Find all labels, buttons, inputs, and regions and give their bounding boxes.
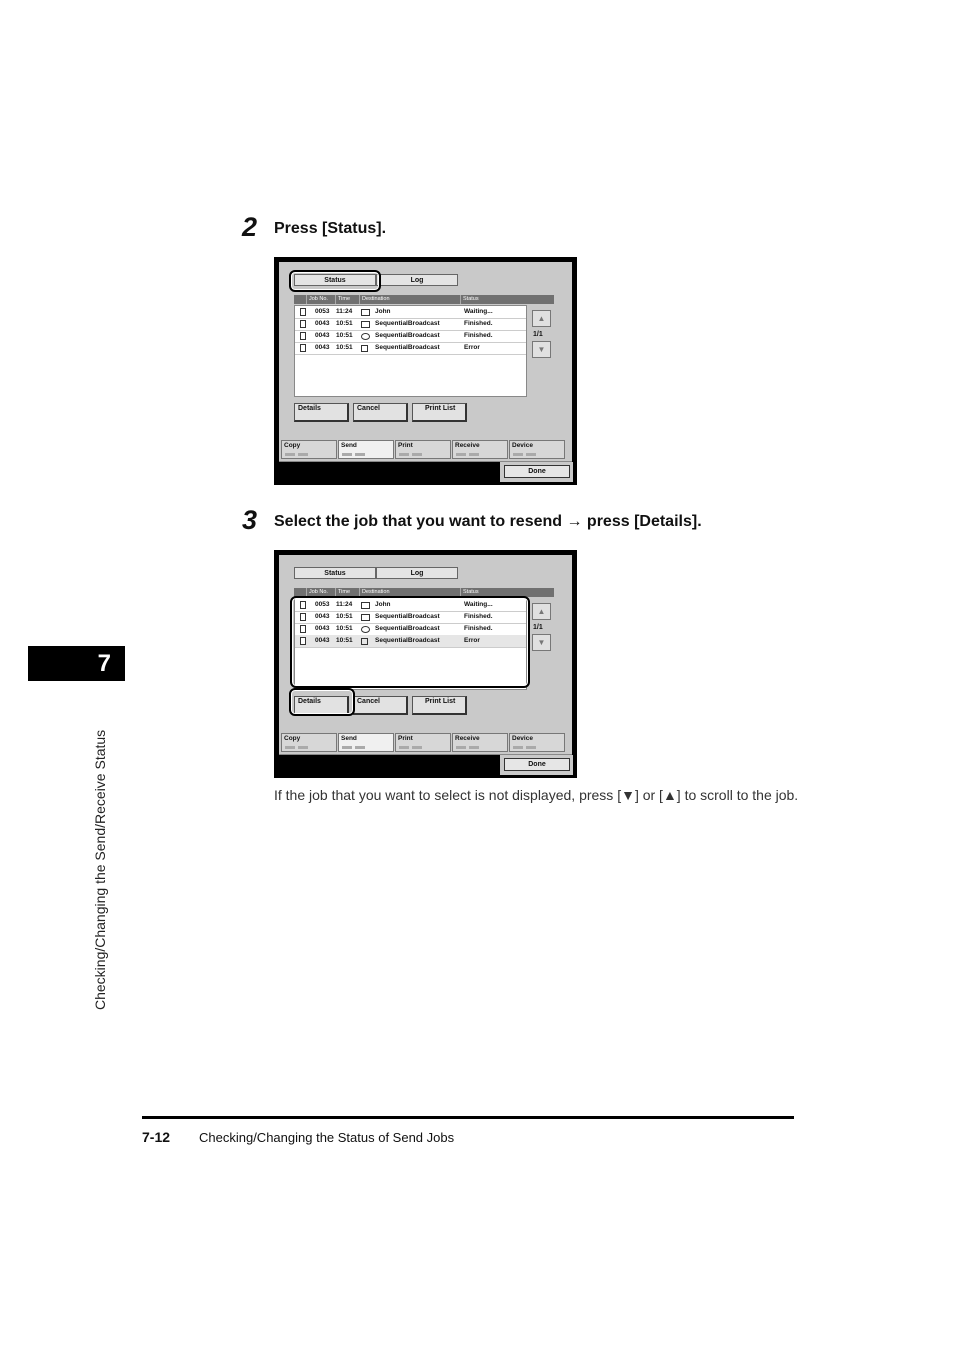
tab-log[interactable]: Log [376,274,458,286]
job-status: Error [464,637,480,644]
mode-label: Receive [455,442,480,449]
mode-label: Print [398,735,413,742]
mode-bar [281,733,570,752]
globe-icon [361,333,370,340]
job-destination: SequentialBroadcast [375,320,440,327]
job-destination: John [375,601,391,608]
col-destination: Destination [359,588,390,597]
mode-print[interactable] [395,440,451,459]
done-button[interactable]: Done [504,758,570,771]
mode-print[interactable] [395,733,451,752]
scroll-down-button[interactable]: ▼ [532,634,551,651]
col-status: Status [460,295,479,304]
job-time: 10:51 [336,320,353,327]
page-count: 1/1 [533,331,543,338]
mode-label: Send [341,735,357,742]
job-time: 10:51 [336,625,353,632]
tab-status[interactable]: Status [294,274,376,286]
job-no: 0053 [315,308,330,315]
page-count: 1/1 [533,624,543,631]
mode-receive[interactable] [452,440,508,459]
done-bar [500,462,573,482]
section-title: Checking/Changing the Status of Send Jobs [199,1130,455,1145]
scroll-note: If the job that you want to select is not displayed, press [▼] or [▲] to scroll to the job. [274,787,799,803]
mode-send[interactable] [338,733,394,752]
scroll-panel [527,598,554,690]
step-text: Press [Status]. [274,220,387,237]
scroll-up-button[interactable]: ▲ [532,310,551,327]
scroll-down-button[interactable]: ▼ [532,341,551,358]
scroll-panel [527,305,554,397]
col-time: Time [335,588,350,597]
done-bar [500,755,573,775]
mode-label: Copy [284,442,301,449]
job-destination: SequentialBroadcast [375,344,440,351]
page-number: 7-12 [142,1129,171,1145]
print-list-button[interactable]: Print List [412,403,467,422]
print-list-button[interactable]: Print List [412,696,467,715]
document-icon [300,308,306,316]
col-destination: Destination [359,295,390,304]
job-no: 0043 [315,637,330,644]
step-number: 3 [242,505,258,535]
footer-rule [142,1116,794,1119]
mode-label: Copy [284,735,301,742]
job-time: 10:51 [336,613,353,620]
job-status: Finished. [464,320,493,327]
done-button[interactable]: Done [504,465,570,478]
job-destination: SequentialBroadcast [375,613,440,620]
job-status: Finished. [464,332,493,339]
screen-status [274,257,577,485]
details-button[interactable]: Details [294,403,349,422]
job-time: 10:51 [336,344,353,351]
cancel-button[interactable]: Cancel [353,696,408,715]
job-destination: SequentialBroadcast [375,625,440,632]
job-status: Waiting... [464,308,493,315]
job-time: 11:24 [336,601,353,608]
screen-select-job [274,550,577,778]
table-row[interactable] [295,342,526,355]
step-number: 2 [242,212,258,242]
mode-label: Device [512,442,533,449]
job-list [294,305,527,397]
col-job-no: Job No. [306,295,328,304]
col-job-no: Job No. [306,588,328,597]
job-status: Waiting... [464,601,493,608]
mode-device[interactable] [509,733,565,752]
mode-device[interactable] [509,440,565,459]
mode-send[interactable] [338,440,394,459]
storage-icon [361,345,368,352]
job-destination: John [375,308,391,315]
job-no: 0043 [315,613,330,620]
col-status: Status [460,588,479,597]
cancel-button[interactable]: Cancel [353,403,408,422]
chapter-tab [28,646,125,681]
step-text: Select the job that you want to resend → press [Details]. [274,513,702,530]
chapter-title: Checking/Changing the Send/Receive Status [92,729,108,1010]
mode-copy[interactable] [281,440,337,459]
scroll-up-button[interactable]: ▲ [532,603,551,620]
chapter-number: 7 [97,650,111,677]
mode-label: Device [512,735,533,742]
highlight-details [289,688,355,716]
broadcast-icon [361,321,370,328]
job-time: 10:51 [336,637,353,644]
address-icon [361,309,370,316]
job-status: Error [464,344,480,351]
document-icon [300,344,306,352]
mode-label: Print [398,442,413,449]
job-no: 0053 [315,601,330,608]
col-time: Time [335,295,350,304]
tab-status[interactable]: Status [294,567,376,579]
job-no: 0043 [315,625,330,632]
column-header [294,295,554,304]
job-no: 0043 [315,332,330,339]
document-icon [300,332,306,340]
mode-receive[interactable] [452,733,508,752]
job-time: 10:51 [336,332,353,339]
job-time: 11:24 [336,308,353,315]
mode-bar [281,440,570,459]
details-button[interactable]: Details [294,696,349,715]
highlight-job-list [290,596,530,688]
job-status: Finished. [464,625,493,632]
job-destination: SequentialBroadcast [375,332,440,339]
job-status: Finished. [464,613,493,620]
mode-label: Receive [455,735,480,742]
mode-label: Send [341,442,357,449]
screen-panel [279,262,572,462]
document-icon [300,320,306,328]
tab-log[interactable]: Log [376,567,458,579]
job-no: 0043 [315,320,330,327]
mode-copy[interactable] [281,733,337,752]
highlight-status [289,270,381,292]
job-destination: SequentialBroadcast [375,637,440,644]
job-no: 0043 [315,344,330,351]
